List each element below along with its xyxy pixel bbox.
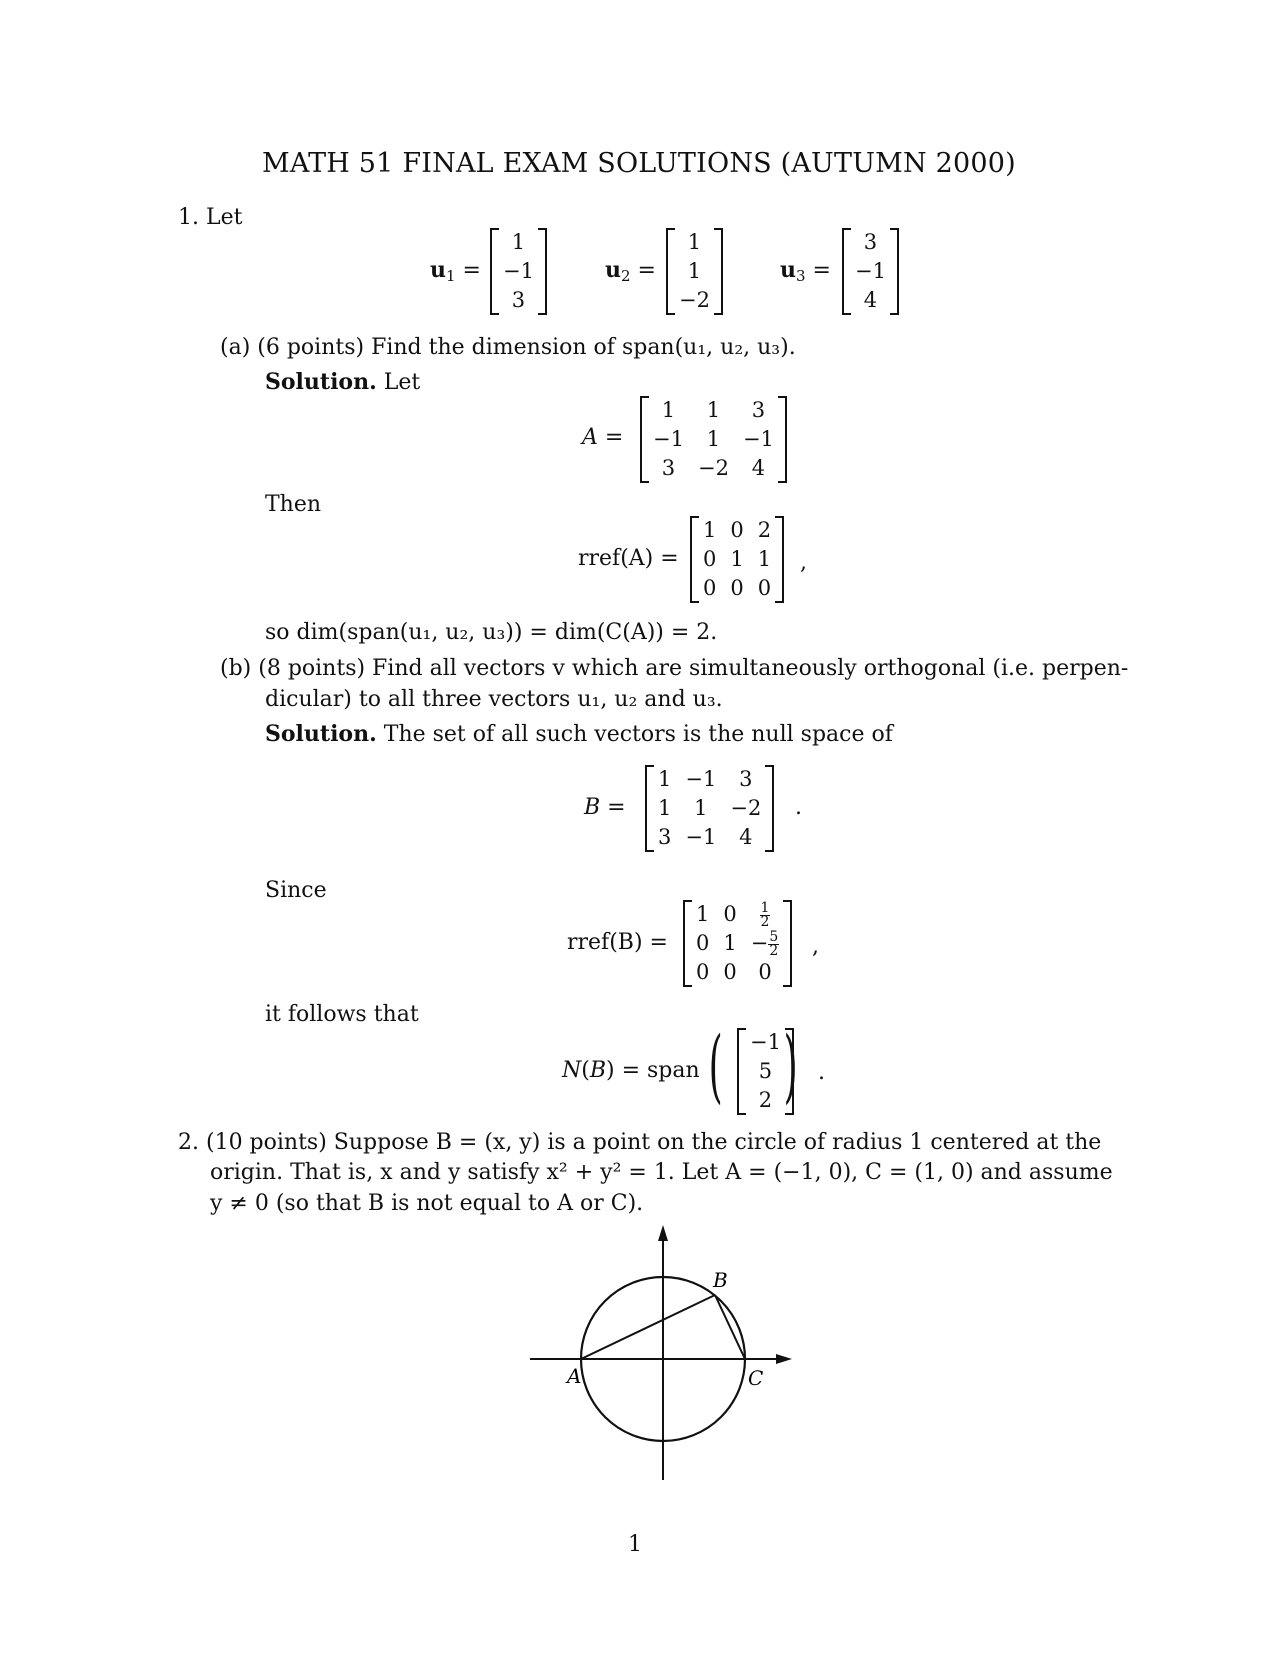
matrix-B: 1 −1 3 1 1 −2 3 −1 4 <box>645 765 774 852</box>
matrix-A: 1 1 3 −1 1 −1 3 −2 4 <box>640 396 787 483</box>
part-b-question-line2: dicular) to all three vectors u₁, u₂ and u₃. <box>265 687 723 712</box>
matrix-B-label: B = <box>584 795 626 820</box>
period: . <box>795 795 802 820</box>
null-space-label: N(B) = span <box>562 1058 700 1083</box>
u3-label: $u_3$ = <box>780 257 831 285</box>
u1-vector: 1 −1 3 <box>490 228 547 315</box>
problem-2-line1: 2. (10 points) Suppose B = (x, y) is a point on the circle of radius 1 centered at the <box>178 1130 1102 1155</box>
fraction-one-half: $\frac{1}{2}$ <box>760 900 770 930</box>
label-B: B <box>713 1268 728 1292</box>
period: . <box>818 1060 825 1085</box>
comma: , <box>800 550 807 575</box>
matrix-A-label: A = <box>582 425 624 450</box>
x-axis-arrow <box>776 1354 792 1364</box>
label-A: A <box>567 1364 582 1388</box>
label-C: C <box>748 1366 764 1390</box>
u2-label: $u_2$ = <box>605 257 656 285</box>
comma: , <box>812 934 819 959</box>
page-number: 1 <box>628 1532 642 1557</box>
part-b-solution: Solution. The set of all such vectors is the null space of <box>265 721 893 747</box>
page-title: MATH 51 FINAL EXAM SOLUTIONS (AUTUMN 2000) <box>262 148 1016 179</box>
rref-B-label: rref(B) = <box>567 930 668 955</box>
fraction-five-halves: $\frac{5}{2}$ <box>769 929 779 959</box>
u2-vector: 1 1 −2 <box>666 228 723 315</box>
since-text: Since <box>265 878 327 903</box>
problem-2-line3: y ≠ 0 (so that B is not equal to A or C). <box>210 1191 644 1216</box>
part-b-question-line1: (b) (8 points) Find all vectors v which are simultaneously orthogonal (i.e. perpen- <box>220 656 1129 681</box>
null-space-vector: −1 5 2 <box>737 1028 794 1115</box>
right-paren: ) <box>783 1019 798 1112</box>
part-a-question: (a) (6 points) Find the dimension of span(u₁, u₂, u₃). <box>220 335 796 360</box>
part-a-solution: Solution. Let <box>265 369 421 395</box>
it-follows-text: it follows that <box>265 1002 419 1027</box>
y-axis-arrow <box>658 1225 668 1241</box>
u3-vector: 3 −1 4 <box>842 228 899 315</box>
segment-BC <box>715 1295 745 1359</box>
rref-A-label: rref(A) = <box>578 546 679 571</box>
rref-A-matrix: 1 0 2 0 1 1 0 0 0 <box>690 516 784 603</box>
rref-B-matrix: 1 0 $\frac{1}{2}$ 0 1 − $\frac{5}{2}$ 0 0 0 <box>683 900 792 987</box>
left-paren: ( <box>708 1019 723 1112</box>
dimension-result: so dim(span(u₁, u₂, u₃)) = dim(C(A)) = 2. <box>265 620 718 645</box>
u1-label: $u_1$ = <box>430 257 481 285</box>
problem-2-line2: origin. That is, x and y satisfy x² + y² = 1. Let A = (−1, 0), C = (1, 0) and assume <box>210 1160 1113 1185</box>
circle-figure <box>530 1225 800 1490</box>
then-text: Then <box>265 492 322 517</box>
problem-1-label: 1. Let <box>178 205 243 230</box>
